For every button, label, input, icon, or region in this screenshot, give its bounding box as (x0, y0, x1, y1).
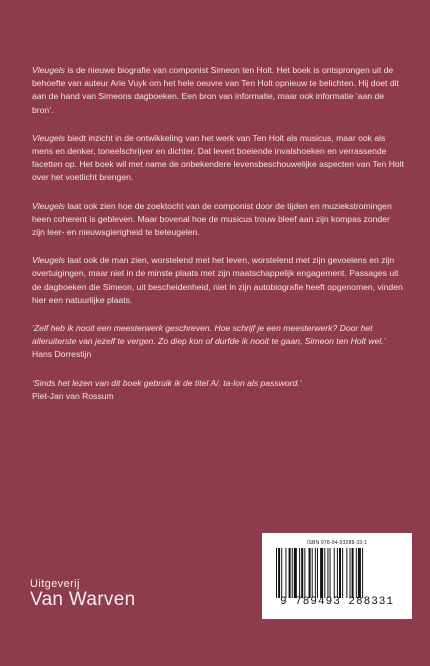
blurb (32, 64, 404, 418)
blurb-paragraph (32, 254, 404, 307)
quote-text: ‘Zelf heb ik nooit een meesterwerk geschreven. Hoe schrijf je een meesterwerk? Door het alleruiterste van jezelf te vergen. Zo diep kon of durfde ik nooit te gaan, Simeon ten Holt wel.’ (32, 323, 386, 347)
barcode-digits: 9 789493 288331 (279, 596, 395, 608)
quote-author: Piet-Jan van Rossum (32, 390, 114, 401)
title-italic: Vleugels (32, 200, 65, 211)
title-italic: Vleugels (32, 65, 65, 75)
quote-text: ‘Sinds het lezen van dit boek gebruik ik de titel A/. ta-lon als password.’ (32, 377, 302, 388)
publisher-logo (30, 578, 135, 611)
paragraph-text: laat ook zien hoe de zoektocht van de componist door de tijden en muziekstromingen heen coherent is gebleven. Maar bovenal hoe de musicus trouw bleef aan zijn kompas zonder zijn leer- en nieuwsgierigheid te beteugelen. (32, 200, 392, 238)
paragraph-text: is de nieuwe biografie van componist Simeon ten Holt. Het boek is ontsprongen uit de behoefte van auteur Arie Vuyk om het hele oeuvre van Ten Holt opnieuw te belichten. Hij doet dit aan de hand van Simeons dagboeken. Een bron van informatie, maar ook informatie ‘aan de bron’. (32, 65, 399, 115)
title-italic: Vleugels (32, 255, 65, 266)
isbn-barcode (262, 533, 412, 619)
paragraph-text: biedt inzicht in de ontwikkeling van het werk van Ten Holt als musicus, maar ook als mens en denker, toneelschrijver en dichter. Dat levert boeiende invalshoeken en verrassende facetten op. Het boek wil met name de onbekendere levensbeschouwelijke aspecten van Ten Holt over het voetlicht brengen. (32, 132, 404, 183)
quote (32, 377, 404, 403)
quote (32, 322, 404, 362)
paragraph-text: laat ook de man zien, worstelend met het leven, worstelend met zijn gevoelens en zijn overtuigingen, maar niet in de minste plaats met zijn maatschappelijk engagement. Passages uit de dagboeken die Simeon, uit bescheidenheid, niet in zijn autobiografie heeft opgenomen, vinden hier een natuurlijke plaats. (32, 255, 403, 305)
blurb-paragraph (32, 132, 404, 185)
blurb-paragraph (32, 64, 404, 117)
publisher-line1: Uitgeverij (30, 578, 80, 590)
quote-author: Hans Dorrestijn (32, 349, 92, 360)
barcode-bars (275, 548, 399, 598)
blurb-paragraph (32, 200, 404, 240)
isbn-label: ISBN 978-94-93288-33-1 (306, 540, 368, 546)
title-italic: Vleugels (32, 132, 65, 143)
publisher-line2: Van Warven (30, 589, 136, 610)
